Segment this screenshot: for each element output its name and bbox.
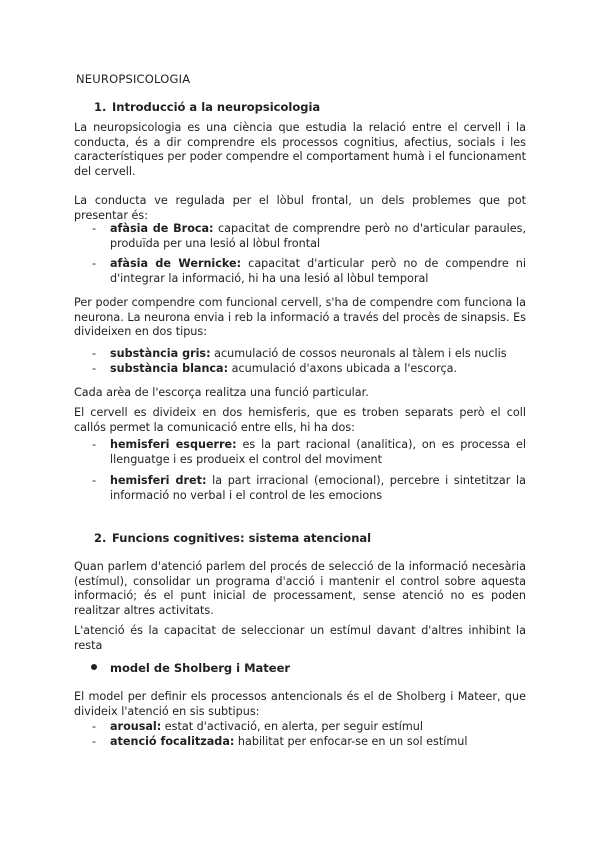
list-item-desc: acumulació de cossos neuronals al tàlem i els nuclis [210,347,507,360]
list-item-term: substància gris: [110,347,211,360]
paragraph: Cada arèa de l'escorça realitza una funció particular. [74,386,369,399]
list-item: - atenció focalitzada: habilitat per enfocar-se en un sol estímul [92,735,468,748]
list-item-desc: capacitat de comprendre però no d'articular paraules, produïda per una lesió al lòbul frontal [110,222,527,250]
list-item: - substància gris: acumulació de cossos neuronals al tàlem i els nuclis [92,347,507,360]
section-2-number: 2. [94,531,107,545]
section-1-title: Introducció a la neuropsicologia [112,100,321,114]
list-item-desc: acumulació d'axons ubicada a l'escorça. [228,362,458,375]
section-1-number: 1. [94,100,107,114]
list-item-term: afàsia de Wernicke: [110,257,242,270]
paragraph: La neuropsicologia es una ciència que estudia la relació entre el cervell i la conducta, és a dir comprendre els processos cognitius, afectius, socials i les característiques per poder compendre el comportament humà i el funcionament del cervell. [74,121,526,178]
list-item-term: afàsia de Broca: [110,222,214,235]
bullet-label: model de Sholberg i Mateer [110,661,291,675]
bullet-dot-icon [91,664,97,670]
paragraph: El model per definir els processos antencionals és el de Sholberg i Mateer, que divideix l'atenció en sis subtipus: [74,690,526,718]
list-item-term: atenció focalitzada: [110,735,235,748]
paragraph: Quan parlem d'atenció parlem del procés de selecció de la informació necesària (estímul), consolidar un programa d'acció i mantenir el control sobre aquesta informació; és el punt inicial de processament, sense atenció no es poden realitzar altres activitats. [74,560,526,617]
list-item-desc: es la part racional (analitica), on es processa el llenguatge i es produeix el control del moviment [110,438,526,466]
section-1-heading [94,100,320,115]
list-item: - arousal: estat d'activació, en alerta, per seguir estímul [92,720,423,733]
list-item-desc: la part irracional (emocional), percebre i sintetitzar la informació no verbal i el control de les emocions [110,474,526,502]
paragraph: El cervell es divideix en dos hemisferis, que es troben separats però el coll callós permet la comunicació entre ells, hi ha dos: [74,406,526,434]
list-item: - substància blanca: acumulació d'axons ubicada a l'escorça. [92,362,458,375]
paragraph: L'atenció és la capacitat de seleccionar un estímul davant d'altres inhibint la resta [74,624,526,652]
list-item-term: hemisferi esquerre: [110,438,237,451]
list-item-desc: habilitat per enfocar-se en un sol estímul [234,735,468,748]
list-item: - afàsia de Broca: capacitat de comprendre però no d'articular paraules, produïda per una lesió al lòbul frontal [92,222,527,250]
list-item-term: arousal: [110,720,162,733]
paragraph: La conducta ve regulada per el lòbul frontal, un dels problemes que pot presentar és: [74,194,526,222]
list-item: - hemisferi dret: la part irracional (emocional), percebre i sintetitzar la informació no verbal i el control de les emocions [92,474,526,502]
list-item-term: substància blanca: [110,362,229,375]
list-item-desc: estat d'activació, en alerta, per seguir estímul [161,720,423,733]
list-item-term: hemisferi dret: [110,474,207,487]
section-2-heading [94,531,371,546]
list-item: - hemisferi esquerre: es la part racional (analitica), on es processa el llenguatge i es produeix el control del moviment [92,438,526,466]
list-item-desc: capacitat d'articular però no de compendre ni d'integrar la informació, hi ha una lesió al lòbul temporal [110,257,526,285]
section-2-title: Funcions cognitives: sistema atencional [112,531,372,545]
paragraph: Per poder compendre com funcional cervell, s'ha de compendre com funciona la neurona. La neurona envia i reb la informació a través del procès de sinapsis. Es divideixen en dos tipus: [74,296,526,338]
list-item: - afàsia de Wernicke: capacitat d'articular però no de compendre ni d'integrar la informació, hi ha una lesió al lòbul temporal [92,257,526,285]
document-title: NEUROPSICOLOGIA [76,72,191,86]
